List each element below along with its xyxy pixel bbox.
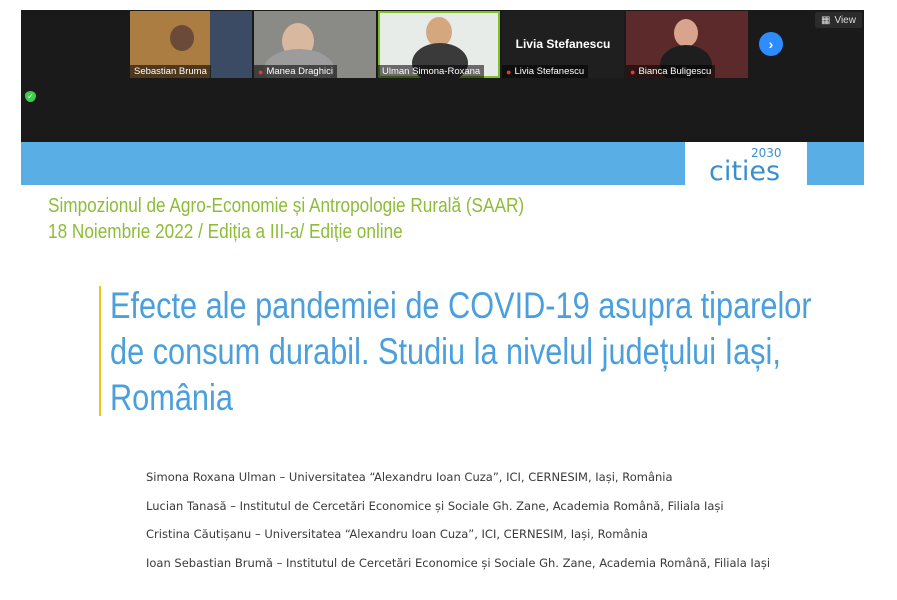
title-accent-bar (99, 286, 101, 416)
logo-text: cities (709, 156, 781, 187)
participant-tile[interactable] (254, 11, 376, 78)
symposium-date: 18 Noiembrie 2022 / Ediția a III-a/ Ediție online (48, 221, 403, 243)
participant-name: ● Manea Draghici (254, 65, 337, 78)
participant-video (674, 19, 698, 47)
mic-muted-icon: ● (506, 66, 512, 77)
participant-name: ● Bianca Buligescu (626, 65, 715, 78)
author-item: Lucian Tanasă – Institutul de Cercetări Economice și Sociale Gh. Zane, Academia Română, Filiala Iași (146, 498, 724, 513)
view-button[interactable]: ▦ View (815, 12, 862, 28)
author-item: Ioan Sebastian Brumă – Institutul de Cercetări Economice și Sociale Gh. Zane, Academia Română, Filiala Iași (146, 555, 771, 570)
meeting-video-strip (21, 10, 864, 142)
logo-superscript: 2030 (751, 146, 782, 160)
title-line: România (110, 377, 233, 418)
participant-tile[interactable] (626, 11, 748, 78)
title-line: Efecte ale pandemiei de COVID-19 asupra tiparelor (110, 285, 812, 326)
participant-tile-active[interactable] (378, 11, 500, 78)
slide-title (110, 283, 824, 421)
title-line: de consum durabil. Studiu la nivelul județului Iași, (110, 331, 781, 372)
participant-video (170, 25, 194, 51)
chevron-right-icon[interactable]: › (759, 32, 783, 56)
symposium-name: Simpozionul de Agro-Economie și Antropologie Rurală (SAAR) (48, 195, 525, 217)
mic-muted-icon: ● (630, 66, 636, 77)
participant-name: Ulman Simona-Roxana (378, 65, 484, 78)
participant-gallery (130, 11, 748, 78)
participant-tile[interactable] (502, 11, 624, 78)
shield-icon[interactable]: ✓ (25, 91, 36, 102)
symposium-info (48, 193, 524, 245)
mic-muted-icon: ● (258, 66, 264, 77)
participant-name: Sebastian Bruma (130, 65, 211, 78)
grid-icon: ▦ (821, 14, 831, 26)
participant-display-name: Livia Stefanescu (515, 37, 611, 51)
participant-tile[interactable] (130, 11, 252, 78)
author-list (146, 470, 770, 584)
author-item: Simona Roxana Ulman – Universitatea “Alexandru Ioan Cuza”, ICI, CERNESIM, Iași, România (146, 470, 673, 484)
participant-name: ● Livia Stefanescu (502, 65, 588, 78)
author-item: Cristina Căutișanu – Universitatea “Alexandru Ioan Cuza”, ICI, CERNESIM, Iași, România (146, 527, 648, 542)
cities-logo (685, 142, 807, 185)
